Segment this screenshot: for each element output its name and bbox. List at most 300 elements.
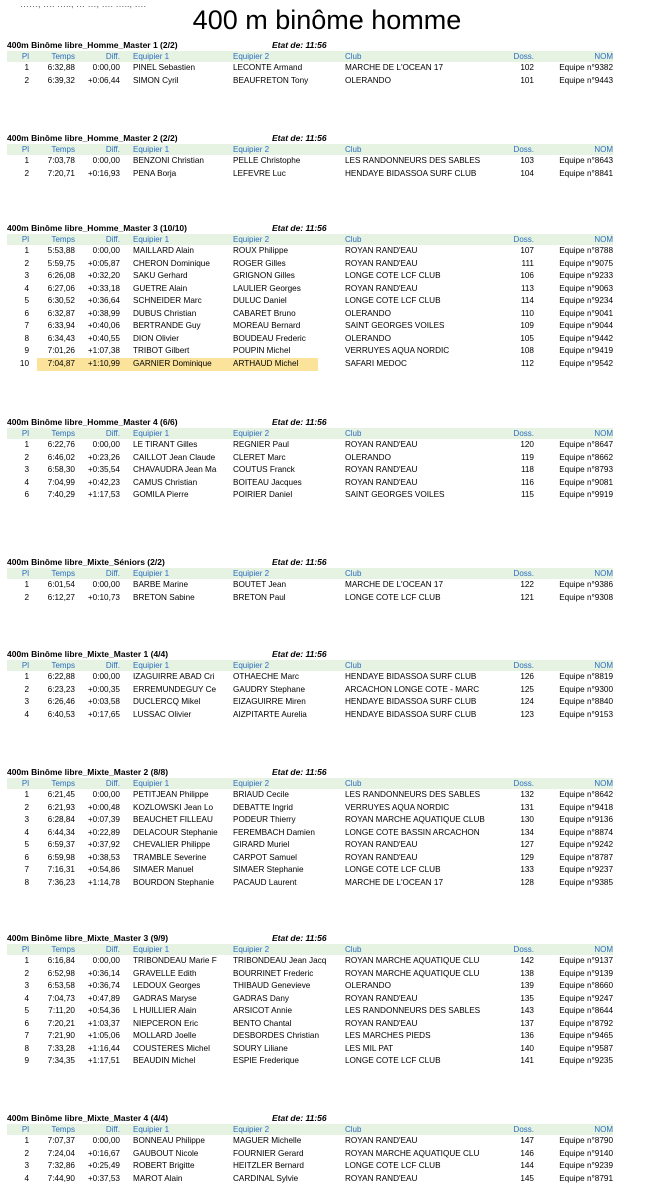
cell-temps: 6:22,76 <box>47 440 75 449</box>
etat-timestamp: Etat de: 11:56 <box>272 417 327 427</box>
cell-doss: 140 <box>520 1043 534 1053</box>
cell-nom: Equipe n°8841 <box>559 168 613 178</box>
cell-club: ARCACHON LONGE COTE - MARC <box>345 684 480 694</box>
cell-club: ROYAN RAND'EAU <box>345 993 418 1003</box>
cell-diff: +0:36,74 <box>87 981 120 990</box>
cell-pl: 2 <box>24 802 29 812</box>
cell-temps: 6:59,98 <box>47 852 75 862</box>
cell-club: HENDAYE BIDASSOA SURF CLUB <box>345 697 477 706</box>
cell-nom: Equipe n°9443 <box>559 75 613 85</box>
cell-temps: 7:36,23 <box>47 877 75 887</box>
table-row <box>7 1055 613 1068</box>
column-header-row <box>7 1124 613 1135</box>
cell-doss: 135 <box>520 993 534 1003</box>
column-header-equipier2: Equipier 2 <box>233 235 270 244</box>
cell-e2: SIMAER Stephanie <box>233 865 304 874</box>
cell-club: LES MIL PAT <box>345 1043 394 1053</box>
cell-doss: 129 <box>520 852 534 862</box>
table-row <box>7 789 613 802</box>
cell-pl: 4 <box>24 993 29 1003</box>
column-header-temps: Temps <box>51 569 75 578</box>
cell-e1: TRIBONDEAU Marie F <box>133 956 217 965</box>
column-header-row <box>7 944 613 955</box>
cell-diff: +0:35,54 <box>87 465 120 474</box>
column-header-diff: Diff. <box>105 429 120 438</box>
cell-nom: Equipe n°8643 <box>559 156 613 165</box>
cell-e1: GARNIER Dominique <box>133 358 212 368</box>
cell-club: LONGE COTE LCF CLUB <box>345 865 441 874</box>
section-title: 400m Binôme libre_Homme_Master 4 (6/6) <box>7 417 178 427</box>
cell-doss: 116 <box>520 477 534 487</box>
cell-doss: 124 <box>520 697 534 706</box>
cell-diff: +0:00,35 <box>87 684 120 694</box>
column-header-doss: Doss. <box>513 779 534 788</box>
column-header-club: Club <box>345 569 362 578</box>
column-header-nom: NOM <box>594 235 613 244</box>
column-header-equipier2: Equipier 2 <box>233 145 270 154</box>
cell-club: ROYAN MARCHE AQUATIQUE CLU <box>345 968 480 978</box>
cell-diff: +0:36,14 <box>87 968 120 978</box>
cell-e1: ERREMUNDEGUY Ce <box>133 684 217 694</box>
table-row <box>7 245 613 258</box>
column-header-nom: NOM <box>594 429 613 438</box>
section-header <box>7 39 613 51</box>
cell-e1: PETITJEAN Philippe <box>133 790 209 799</box>
cell-nom: Equipe n°8642 <box>559 790 613 799</box>
cell-pl: 2 <box>24 75 29 85</box>
cell-diff: +0:25,49 <box>87 1161 120 1170</box>
cell-nom: Equipe n°8647 <box>559 440 613 449</box>
cell-diff: +1:03,37 <box>87 1018 120 1028</box>
cell-doss: 122 <box>520 580 534 589</box>
cell-pl: 2 <box>24 168 29 178</box>
table-row <box>7 345 613 358</box>
column-header-doss: Doss. <box>513 569 534 578</box>
cell-doss: 114 <box>520 296 534 305</box>
cell-diff: +0:05,87 <box>87 258 120 268</box>
cell-e1: GAUBOUT Nicole <box>133 1148 199 1158</box>
cell-temps: 7:34,35 <box>47 1056 75 1065</box>
results-section <box>7 556 613 604</box>
cell-temps: 7:01,26 <box>47 346 75 355</box>
cell-e1: GOMILA Pierre <box>133 490 189 499</box>
cell-pl: 8 <box>24 877 29 887</box>
cell-nom: Equipe n°9136 <box>559 815 613 824</box>
table-row <box>7 1160 613 1173</box>
cell-doss: 146 <box>520 1148 534 1158</box>
table-row <box>7 464 613 477</box>
cell-e1: DUBUS Christian <box>133 308 197 318</box>
cell-pl: 1 <box>24 440 29 449</box>
cell-e1: GRAVELLE Edith <box>133 968 197 978</box>
cell-doss: 143 <box>520 1006 534 1015</box>
cell-diff: +0:06,44 <box>87 75 120 85</box>
table-row <box>7 1018 613 1031</box>
cell-pl: 1 <box>24 156 29 165</box>
column-header-pl: Pl <box>21 945 29 954</box>
cell-diff: +0:54,86 <box>87 865 120 874</box>
cell-club: ROYAN RAND'EAU <box>345 283 418 293</box>
cell-nom: Equipe n°9419 <box>559 346 613 355</box>
cell-nom: Equipe n°9153 <box>559 709 613 719</box>
column-header-club: Club <box>345 945 362 954</box>
table-row <box>7 955 613 968</box>
cell-doss: 138 <box>520 968 534 978</box>
cell-diff: 0:00,00 <box>92 63 120 72</box>
cell-doss: 126 <box>520 672 534 681</box>
cell-diff: +0:54,36 <box>87 1006 120 1015</box>
column-header-equipier1: Equipier 1 <box>133 429 170 438</box>
table-row <box>7 168 613 181</box>
column-header-doss: Doss. <box>513 145 534 154</box>
cell-e2: FOURNIER Gerard <box>233 1148 304 1158</box>
cell-e2: HEITZLER Bernard <box>233 1161 304 1170</box>
cell-nom: Equipe n°9382 <box>559 63 613 72</box>
cell-diff: +1:05,06 <box>87 1031 120 1040</box>
cell-temps: 7:07,37 <box>47 1136 75 1145</box>
column-header-nom: NOM <box>594 145 613 154</box>
cell-temps: 6:44,34 <box>47 827 75 837</box>
cell-pl: 4 <box>24 1173 29 1183</box>
cell-diff: +0:22,89 <box>87 827 120 837</box>
cell-e2: SOURY Liliane <box>233 1043 288 1053</box>
etat-timestamp: Etat de: 11:56 <box>272 649 327 659</box>
table-row <box>7 1043 613 1056</box>
cell-club: ROYAN RAND'EAU <box>345 840 418 849</box>
table-row <box>7 864 613 877</box>
cell-doss: 109 <box>520 321 534 330</box>
cell-temps: 5:59,75 <box>47 258 75 268</box>
cell-doss: 101 <box>520 75 534 85</box>
cell-club: SAFARI MEDOC <box>345 358 407 368</box>
cell-e2: TRIBONDEAU Jean Jacq <box>233 956 327 965</box>
column-header-diff: Diff. <box>105 52 120 61</box>
table-row <box>7 993 613 1006</box>
cell-pl: 5 <box>24 1006 29 1015</box>
column-header-equipier1: Equipier 1 <box>133 145 170 154</box>
cell-e2: REGNIER Paul <box>233 440 289 449</box>
cell-diff: +1:07,38 <box>87 346 120 355</box>
cell-e2: BOITEAU Jacques <box>233 477 302 487</box>
section-title: 400m Binôme libre_Mixte_Master 2 (8/8) <box>7 767 169 777</box>
section-header <box>7 648 613 660</box>
cell-e2: EIZAGUIRRE Miren <box>233 697 306 706</box>
column-header-row <box>7 234 613 245</box>
column-header-club: Club <box>345 52 362 61</box>
cell-e2: BOURRINET Frederic <box>233 968 314 978</box>
cell-diff: +0:16,93 <box>87 168 120 178</box>
section-title: 400m Binôme libre_Homme_Master 3 (10/10) <box>7 223 187 233</box>
table-row <box>7 295 613 308</box>
cell-club: HENDAYE BIDASSOA SURF CLUB <box>345 709 477 719</box>
cell-e1: DELACOUR Stephanie <box>133 827 218 837</box>
table-row <box>7 155 613 168</box>
cell-pl: 6 <box>24 490 29 499</box>
cell-nom: Equipe n°9137 <box>559 956 613 965</box>
section-header <box>7 132 613 144</box>
column-header-diff: Diff. <box>105 779 120 788</box>
cell-nom: Equipe n°8787 <box>559 852 613 862</box>
cell-temps: 6:21,93 <box>47 802 75 812</box>
cell-club: LES MARCHES PIEDS <box>345 1031 431 1040</box>
table-row <box>7 333 613 346</box>
cell-doss: 107 <box>520 246 534 255</box>
cell-doss: 137 <box>520 1018 534 1028</box>
table-row <box>7 579 613 592</box>
cell-pl: 7 <box>24 1031 29 1040</box>
column-header-temps: Temps <box>51 429 75 438</box>
section-title: 400m Binôme libre_Homme_Master 1 (2/2) <box>7 40 178 50</box>
cell-club: MARCHE DE L'OCEAN 17 <box>345 63 444 72</box>
cell-nom: Equipe n°8792 <box>559 1018 613 1028</box>
cell-pl: 6 <box>24 1018 29 1028</box>
section-header <box>7 766 613 778</box>
cell-e1: BOURDON Stephanie <box>133 877 214 887</box>
table-row <box>7 696 613 709</box>
cell-diff: 0:00,00 <box>92 1136 120 1145</box>
cell-club: ROYAN RAND'EAU <box>345 1136 418 1145</box>
cell-temps: 6:22,88 <box>47 672 75 681</box>
cell-temps: 6:26,08 <box>47 271 75 280</box>
cell-temps: 7:20,71 <box>47 168 75 178</box>
cell-e1: CAILLOT Jean Claude <box>133 452 216 462</box>
cell-pl: 9 <box>24 346 29 355</box>
column-header-temps: Temps <box>51 945 75 954</box>
column-header-club: Club <box>345 779 362 788</box>
column-header-equipier1: Equipier 1 <box>133 569 170 578</box>
cell-e1: L HUILLIER Alain <box>133 1006 197 1015</box>
cell-e2: CABARET Bruno <box>233 308 296 318</box>
cell-diff: +0:42,23 <box>87 477 120 487</box>
cell-temps: 6:33,94 <box>47 321 75 330</box>
cell-club: LES RANDONNEURS DES SABLES <box>345 156 481 165</box>
column-header-temps: Temps <box>51 145 75 154</box>
cell-nom: Equipe n°9385 <box>559 877 613 887</box>
cell-e2: LEFEVRE Luc <box>233 168 286 178</box>
table-row <box>7 477 613 490</box>
cell-pl: 3 <box>24 981 29 990</box>
cell-diff: +0:36,64 <box>87 296 120 305</box>
cell-e2: DULUC Daniel <box>233 296 287 305</box>
table-row <box>7 452 613 465</box>
cell-doss: 125 <box>520 684 534 694</box>
cell-nom: Equipe n°9465 <box>559 1031 613 1040</box>
cell-nom: Equipe n°8644 <box>559 1006 613 1015</box>
cell-nom: Equipe n°9237 <box>559 865 613 874</box>
section-header <box>7 1112 613 1124</box>
cell-e1: MAROT Alain <box>133 1173 183 1183</box>
cell-e1: GADRAS Maryse <box>133 993 197 1003</box>
cell-e1: TRIBOT Gilbert <box>133 346 190 355</box>
column-header-pl: Pl <box>21 779 29 788</box>
cell-temps: 7:04,87 <box>47 358 75 368</box>
cell-club: OLERANDO <box>345 333 391 343</box>
column-header-nom: NOM <box>594 779 613 788</box>
results-section <box>7 39 613 87</box>
cell-pl: 9 <box>24 1056 29 1065</box>
cell-doss: 108 <box>520 346 534 355</box>
cell-nom: Equipe n°9300 <box>559 684 613 694</box>
cell-club: ROYAN RAND'EAU <box>345 258 418 268</box>
cell-e1: NIEPCERON Eric <box>133 1018 199 1028</box>
column-header-equipier1: Equipier 1 <box>133 945 170 954</box>
column-header-doss: Doss. <box>513 52 534 61</box>
cell-e2: CARDINAL Sylvie <box>233 1173 299 1183</box>
cell-temps: 6:58,30 <box>47 465 75 474</box>
cell-e2: ROUX Philippe <box>233 246 289 255</box>
column-header-temps: Temps <box>51 52 75 61</box>
cell-club: ROYAN RAND'EAU <box>345 440 418 449</box>
cell-nom: Equipe n°9247 <box>559 993 613 1003</box>
cell-doss: 130 <box>520 815 534 824</box>
cell-nom: Equipe n°9542 <box>559 358 613 368</box>
cell-e1: PINEL Sebastien <box>133 63 196 72</box>
cell-e1: BONNEAU Philippe <box>133 1136 205 1145</box>
cell-nom: Equipe n°8819 <box>559 672 613 681</box>
cell-e1: CHEVALIER Philippe <box>133 840 211 849</box>
cell-doss: 136 <box>520 1031 534 1040</box>
column-header-pl: Pl <box>21 52 29 61</box>
section-header <box>7 416 613 428</box>
cell-temps: 7:24,04 <box>47 1148 75 1158</box>
etat-timestamp: Etat de: 11:56 <box>272 133 327 143</box>
cell-nom: Equipe n°9081 <box>559 477 613 487</box>
cell-e2: GRIGNON Gilles <box>233 271 295 280</box>
cell-doss: 132 <box>520 790 534 799</box>
cell-pl: 4 <box>24 709 29 719</box>
cell-nom: Equipe n°8660 <box>559 981 613 990</box>
cell-e1: LEDOUX Georges <box>133 981 201 990</box>
cell-temps: 5:53,88 <box>47 246 75 255</box>
cell-e2: ARTHAUD Michel <box>233 358 299 368</box>
etat-timestamp: Etat de: 11:56 <box>272 933 327 943</box>
results-section <box>7 1112 613 1185</box>
cell-temps: 7:40,29 <box>47 490 75 499</box>
cell-pl: 1 <box>24 246 29 255</box>
cell-e2: BRETON Paul <box>233 592 286 602</box>
cell-e1: IZAGUIRRE ABAD Cri <box>133 672 215 681</box>
table-row <box>7 709 613 722</box>
column-header-row <box>7 428 613 439</box>
column-header-diff: Diff. <box>105 945 120 954</box>
cell-doss: 110 <box>520 308 534 318</box>
column-header-pl: Pl <box>21 429 29 438</box>
cell-e1: MAILLARD Alain <box>133 246 194 255</box>
cell-e1: SCHNEIDER Marc <box>133 296 202 305</box>
cell-pl: 3 <box>24 815 29 824</box>
cell-pl: 7 <box>24 321 29 330</box>
cell-temps: 6:40,53 <box>47 709 75 719</box>
cell-temps: 6:32,87 <box>47 308 75 318</box>
cell-temps: 7:44,90 <box>47 1173 75 1183</box>
column-header-equipier1: Equipier 1 <box>133 235 170 244</box>
cell-temps: 6:34,43 <box>47 333 75 343</box>
cell-diff: +1:10,99 <box>87 358 120 368</box>
column-header-temps: Temps <box>51 661 75 670</box>
cell-diff: +0:38,53 <box>87 852 120 862</box>
cell-e1: BARBE Marine <box>133 580 189 589</box>
table-row <box>7 1148 613 1161</box>
cell-club: OLERANDO <box>345 452 391 462</box>
cell-club: LONGE COTE LCF CLUB <box>345 296 441 305</box>
cell-doss: 142 <box>520 956 534 965</box>
cell-pl: 6 <box>24 852 29 862</box>
cell-temps: 7:04,99 <box>47 477 75 487</box>
cell-doss: 121 <box>520 592 534 602</box>
cell-nom: Equipe n°9242 <box>559 840 613 849</box>
cell-club: OLERANDO <box>345 75 391 85</box>
column-header-nom: NOM <box>594 661 613 670</box>
cell-e2: GIRARD Muriel <box>233 840 290 849</box>
cell-temps: 6:12,27 <box>47 592 75 602</box>
cell-doss: 133 <box>520 865 534 874</box>
cell-club: ROYAN RAND'EAU <box>345 465 418 474</box>
cell-e1: BEAUDIN Michel <box>133 1056 196 1065</box>
cell-pl: 3 <box>24 271 29 280</box>
cell-e1: SIMON Cyril <box>133 75 179 85</box>
column-header-equipier2: Equipier 2 <box>233 52 270 61</box>
column-header-club: Club <box>345 235 362 244</box>
column-header-row <box>7 51 613 62</box>
cell-pl: 2 <box>24 1148 29 1158</box>
cell-e1: CHERON Dominique <box>133 258 210 268</box>
cell-nom: Equipe n°9063 <box>559 283 613 293</box>
column-header-row <box>7 660 613 671</box>
cell-doss: 145 <box>520 1173 534 1183</box>
cell-diff: +1:14,78 <box>87 877 120 887</box>
cell-temps: 6:23,23 <box>47 684 75 694</box>
cell-temps: 7:04,73 <box>47 993 75 1003</box>
column-header-diff: Diff. <box>105 1125 120 1134</box>
table-row <box>7 671 613 684</box>
cell-e1: BERTRANDE Guy <box>133 321 201 330</box>
cell-pl: 1 <box>24 580 29 589</box>
column-header-temps: Temps <box>51 235 75 244</box>
cell-e1: PENA Borja <box>133 168 177 178</box>
column-header-doss: Doss. <box>513 429 534 438</box>
cell-diff: +0:47,89 <box>87 993 120 1003</box>
cell-e1: BEAUCHET FILLEAU <box>133 815 213 824</box>
cell-nom: Equipe n°9587 <box>559 1043 613 1053</box>
cell-diff: +0:32,20 <box>87 271 120 280</box>
cell-temps: 7:33,28 <box>47 1043 75 1053</box>
column-header-diff: Diff. <box>105 569 120 578</box>
cell-pl: 2 <box>24 592 29 602</box>
cell-e2: OTHAECHE Marc <box>233 672 299 681</box>
cell-nom: Equipe n°9075 <box>559 258 613 268</box>
column-header-pl: Pl <box>21 569 29 578</box>
table-row <box>7 62 613 75</box>
cell-diff: +1:17,51 <box>87 1056 120 1065</box>
table-row <box>7 592 613 605</box>
cell-pl: 3 <box>24 697 29 706</box>
cell-club: LONGE COTE LCF CLUB <box>345 592 441 602</box>
cell-temps: 7:21,90 <box>47 1031 75 1040</box>
cell-e2: BENTO Chantal <box>233 1018 292 1028</box>
column-header-pl: Pl <box>21 145 29 154</box>
cropped-top-text: ……, …. ….., … …, …. ….., …. <box>20 0 147 9</box>
cell-e1: TRAMBLE Severine <box>133 852 207 862</box>
cell-doss: 112 <box>520 358 534 368</box>
cell-temps: 7:03,78 <box>47 156 75 165</box>
cell-doss: 123 <box>520 709 534 719</box>
cell-e2: BEAUFRETON Tony <box>233 75 309 85</box>
cell-club: LES RANDONNEURS DES SABLES <box>345 790 481 799</box>
column-header-equipier2: Equipier 2 <box>233 429 270 438</box>
cell-e2: BRIAUD Cecile <box>233 790 289 799</box>
cell-pl: 1 <box>24 790 29 799</box>
cell-club: MARCHE DE L'OCEAN 17 <box>345 580 444 589</box>
